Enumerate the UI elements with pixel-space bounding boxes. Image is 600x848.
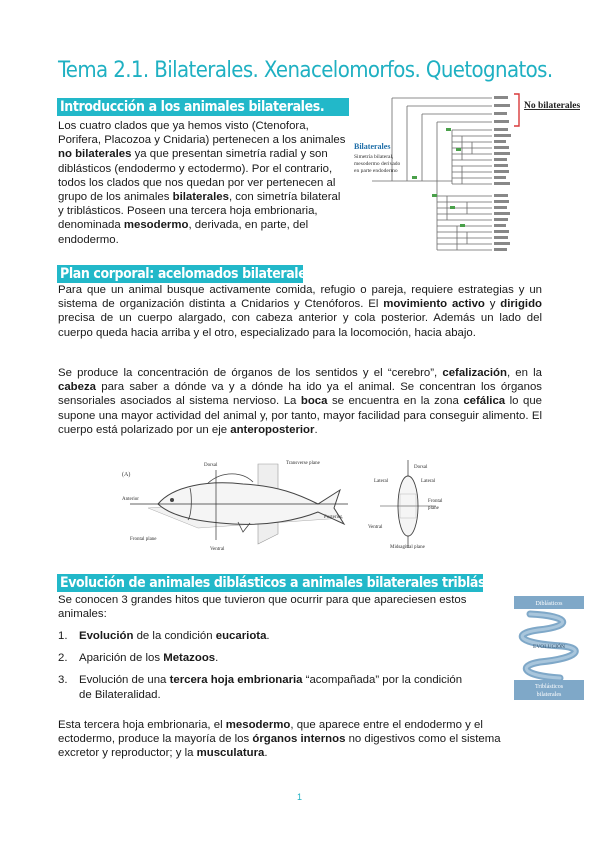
- phylogeny-tree-figure: [352, 86, 580, 266]
- red-bracket: [514, 94, 519, 126]
- section-heading-plan: Plan corporal: acelomados bilaterales.: [60, 266, 318, 282]
- label-dorsal: Dorsal: [204, 463, 218, 468]
- caption-line-2: mesodermo derivado: [354, 161, 401, 167]
- spiral-bottom-label-1: Triblásticos: [534, 684, 564, 690]
- spiral-middle-label: EVOLUCIÓN: [532, 644, 566, 650]
- evolution-spiral-figure: [510, 592, 588, 704]
- label-dorsal-right: Dorsal: [414, 465, 428, 470]
- panel-label: (A): [122, 472, 131, 478]
- plan-paragraph-2: Se produce la concentración de órganos de los sentidos y el “cerebro”, cefalización, en la cabeza para saber a dónde va y a dónde ha ido ya el animal. Se concentran los órganos sensoriales asociados al sistema nervioso. La boca se encuentra en la zona cefálica lo que supone una mayor actividad del animal y, por tanto, mayor facilidad para conseguir alimento. El cuerpo está polarizado por un eje anteroposterior.: [58, 367, 542, 436]
- section-heading-intro: Introducción a los animales bilaterales.: [60, 99, 325, 115]
- milestones-list: [58, 629, 468, 710]
- label-lateral-left: Lateral: [374, 479, 389, 484]
- label-lateral-right: Lateral: [421, 479, 436, 484]
- label-transverse-plane: Transverse plane: [286, 461, 320, 466]
- body-plan-figure: [118, 456, 448, 556]
- evolution-closing: Esta tercera hoja embrionaria, el mesodermo, que aparece entre el endodermo y el ectodermo, produce la mayoría de los órganos internos no digestivos como el sistema excretor y reproductor; y la musculatura.: [58, 719, 501, 760]
- label-ventral: Ventral: [210, 547, 225, 552]
- caption-line-1: Simetría bilateral,: [354, 154, 394, 160]
- label-ventral-right: Ventral: [368, 525, 383, 530]
- label-anterior: Anterior: [122, 497, 139, 502]
- page-title: Tema 2.1. Bilaterales. Xenacelomorfos. Quetognatos.: [58, 58, 553, 83]
- label-frontal-plane: Frontal plane: [130, 537, 157, 542]
- label-frontal-right-1: Frontal: [428, 499, 443, 504]
- list-item: 1. Evolución de la condición eucariota.: [58, 630, 270, 642]
- label-bilaterales: Bilaterales: [354, 142, 391, 151]
- label-frontal-right-2: plane: [428, 506, 439, 511]
- evolution-intro: Se conocen 3 grandes hitos que tuvieron que ocurrir para que apareciesen estos animales:: [58, 594, 467, 621]
- list-item: 2. Aparición de los Metazoos.: [58, 652, 219, 665]
- page-number: 1: [297, 792, 303, 802]
- spiral-bottom-label-2: bilaterales: [536, 692, 562, 698]
- intro-paragraph: Los cuatro clados que ya hemos visto (Ctenofora, Porifera, Placozoa y Cnidaria) pertenecen a los animales no bilaterales ya que presentan simetría radial y son diblásticos (endodermo y ectodermo). Por el contrario, todos los clados que nos quedan por ver pertenecen al grupo de los animales bilaterales, con simetría bilateral y triblásticos. Poseen una tercera hoja embrionaria, denominada mesodermo, derivada, en parte, del endodermo.: [58, 120, 346, 246]
- section-heading-evolucion: Evolución de animales diblásticos a animales bilaterales triblásticos.: [60, 575, 522, 591]
- plan-paragraph-1: Para que un animal busque activamente comida, refugio o pareja, requiere estrategias y un sistema de organización distinta a Cnidarios y Ctenóforos. El movimiento activo y dirigido precisa de un cuerpo alargado, con cabeza anterior y cola posterior. Además un lado del cuerpo queda hacia arriba y el otro, especializado para la locomoción, hacia abajo.: [58, 284, 542, 339]
- caption-line-3: en parte endodermo: [354, 168, 398, 174]
- list-item: 3. Evolución de una tercera hoja embrionaria “acompañada” por la condición de Bilateralidad.: [58, 674, 463, 701]
- spiral-top-label: Diblásticos: [535, 601, 563, 607]
- label-posterior: Posterior: [324, 515, 343, 520]
- label-midsagittal: Midsagittal plane: [390, 545, 425, 550]
- label-no-bilaterales: No bilaterales: [524, 101, 580, 111]
